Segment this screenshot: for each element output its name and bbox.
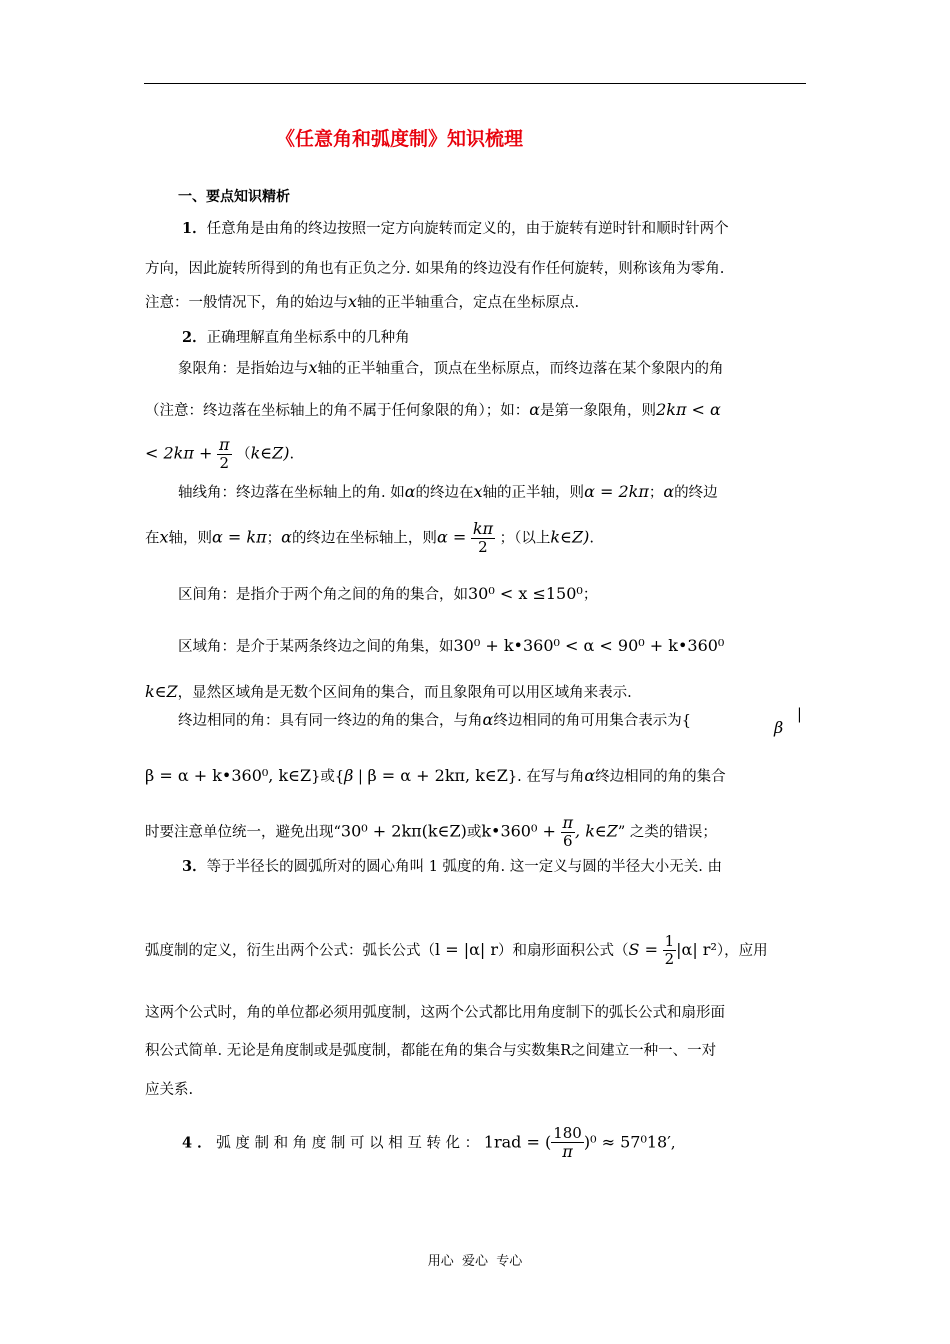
period: . bbox=[589, 530, 594, 547]
math-region: 30⁰ + k•360⁰ < α < 90⁰ + k•360⁰ bbox=[453, 636, 725, 655]
math-k-in-z: k∈Z) bbox=[250, 443, 290, 463]
semicolon: ； bbox=[266, 530, 282, 547]
math-k-in-z: k∈Z) bbox=[550, 527, 590, 547]
set-bar: | bbox=[797, 707, 802, 723]
quadrant-line1 bbox=[178, 360, 724, 377]
fraction-denominator: 2 bbox=[219, 454, 230, 473]
coterminal-or2: 或 bbox=[466, 824, 482, 841]
fraction-pi-over-6 bbox=[561, 814, 576, 851]
quadrant-text1b: 轴的正半轴重合，顶点在坐标原点，而终边落在某个象限内的角 bbox=[317, 361, 724, 377]
p1-line1 bbox=[182, 222, 729, 237]
p2-heading-text: 正确理解直角坐标系中的几种角 bbox=[206, 330, 410, 346]
quadrant-line3 bbox=[145, 436, 294, 473]
math-alpha-eq: α = bbox=[436, 527, 467, 547]
axis-text2e: 的终边在坐标轴上，则 bbox=[291, 530, 437, 547]
p4-text1a: 弧 度 制 和 角 度 制 可 以 相 互 转 化 ： bbox=[216, 1135, 480, 1152]
math-inequality-cont: < 2kπ + bbox=[145, 443, 213, 463]
quadrant-text2b: 是第一象限角，则 bbox=[540, 403, 657, 419]
math-alpha: α bbox=[281, 527, 292, 547]
p4-line1 bbox=[182, 1125, 675, 1162]
fraction-numerator: kπ bbox=[472, 519, 494, 538]
region-line2 bbox=[145, 684, 632, 701]
math-arc-length: l = |α| r bbox=[435, 939, 499, 959]
interval-text: 区间角：是指介于两个角之间的角的集合，如 bbox=[178, 587, 468, 603]
fraction-kpi-over-2 bbox=[471, 520, 495, 557]
math-alpha: α bbox=[584, 766, 596, 785]
math-area-s: S = bbox=[628, 939, 658, 959]
comma: , bbox=[670, 1135, 676, 1152]
math-inequality: 2kπ < α bbox=[656, 400, 721, 419]
region-text2: ，显然区域角是无数个区间角的集合，而且象限角可以用区域角来表示. bbox=[177, 685, 632, 701]
coterminal-text2d: }. 在写与角 bbox=[507, 769, 585, 785]
math-k-in-z: , k∈Z bbox=[575, 821, 618, 841]
fraction-denominator: 2 bbox=[478, 538, 488, 557]
coterminal-text1a: 终边相同的角：具有同一终边的角的集合，与角 bbox=[178, 713, 483, 729]
math-x: x bbox=[308, 358, 318, 377]
p1-line2: 方向，因此旋转所得到的角也有正负之分. 如果角的终边没有作任何旋转，则称该角为零角. bbox=[145, 261, 725, 277]
axis-text1a: 轴线角：终边落在坐标轴上的角. 如 bbox=[178, 485, 405, 501]
math-x: x bbox=[348, 292, 358, 311]
axis-text2g: ；（以上 bbox=[499, 530, 551, 547]
p3-line4: 积公式简单. 无论是角度制或是弧度制，都能在角的集合与实数集R之间建立一种一、一对 bbox=[145, 1043, 717, 1059]
coterminal-line2 bbox=[145, 768, 726, 785]
math-beta: β bbox=[774, 718, 784, 737]
page-footer: 用心 爱心 专心 bbox=[427, 1254, 523, 1269]
math-rad: 1rad = ( bbox=[483, 1132, 552, 1152]
math-x: x bbox=[159, 527, 169, 547]
coterminal-line3 bbox=[145, 814, 717, 851]
section-heading: 一、要点知识精析 bbox=[178, 189, 290, 205]
quadrant-text1a: 象限角：是指始边与 bbox=[178, 361, 309, 377]
region-line1 bbox=[178, 638, 724, 655]
p3-number: 3． bbox=[182, 858, 207, 875]
p2-number: 2． bbox=[182, 329, 207, 346]
math-set-degrees: β = α + k•360⁰, k∈Z bbox=[145, 766, 312, 785]
math-x: x bbox=[473, 482, 483, 501]
paren-open: （ bbox=[236, 446, 251, 463]
period: . bbox=[289, 446, 295, 463]
axis-text2a: 在 bbox=[145, 530, 160, 547]
p1-number: 1． bbox=[182, 220, 207, 237]
math-interval: 30⁰ < x ≤150⁰ bbox=[468, 584, 583, 603]
p2-heading bbox=[182, 331, 410, 346]
set-beta-bar bbox=[774, 720, 783, 737]
fraction-denominator: 2 bbox=[664, 950, 675, 969]
interval-line bbox=[178, 586, 597, 603]
p3-text2c: ）和扇形面积公式（ bbox=[498, 942, 629, 959]
coterminal-text3f: ” 之类的错误； bbox=[617, 824, 717, 841]
p3-text2f: ），应用 bbox=[716, 942, 768, 959]
p3-line2 bbox=[145, 933, 768, 969]
axis-text2b: 轴，则 bbox=[168, 530, 213, 547]
math-beta: β bbox=[344, 766, 354, 785]
math-alpha: α bbox=[529, 400, 541, 419]
fraction-numerator: π bbox=[562, 813, 574, 832]
coterminal-text1b: 终边相同的角可用集合表示为{ bbox=[493, 713, 692, 729]
math-alpha-kpi: α = kπ bbox=[212, 527, 267, 547]
region-text: 区域角：是介于某两条终边之间的角集，如 bbox=[178, 639, 454, 655]
axis-text1b: 的终边在 bbox=[415, 485, 474, 501]
math-alpha: α bbox=[482, 710, 494, 729]
p1-text3a: 注意：一般情况下，角的始边与 bbox=[145, 295, 348, 311]
math-set-radians: β = α + 2kπ, k∈Z bbox=[367, 766, 508, 785]
coterminal-or: }或{ bbox=[311, 769, 345, 785]
math-alpha: α bbox=[663, 482, 675, 501]
axis-text1c: 轴的正半轴，则 bbox=[482, 485, 585, 501]
fraction-numerator: 180 bbox=[553, 1124, 582, 1142]
fraction-denominator: π bbox=[562, 1142, 573, 1162]
fraction-one-half bbox=[663, 933, 677, 969]
semicolon: ； bbox=[648, 485, 664, 501]
quadrant-line2 bbox=[145, 402, 721, 419]
p3-text2a: 弧度制的定义，衍生出两个公式：弧长公式（ bbox=[145, 942, 435, 959]
coterminal-line1 bbox=[178, 712, 691, 729]
semicolon: ； bbox=[582, 587, 598, 603]
p4-number: 4 ． bbox=[182, 1134, 212, 1152]
math-area-rest: |α| r² bbox=[676, 939, 717, 959]
p1-text1: 任意角是由角的终边按照一定方向旋转而定义的，由于旋转有逆时针和顺时针两个 bbox=[206, 221, 729, 237]
p3-line5: 应关系. bbox=[145, 1082, 194, 1098]
math-alpha: α bbox=[404, 482, 416, 501]
math-mixed-units: 30⁰ + 2kπ(k∈Z) bbox=[340, 821, 467, 841]
math-k-in-z: k∈Z bbox=[145, 682, 178, 701]
coterminal-text2e: 终边相同的角的集合 bbox=[595, 769, 726, 785]
math-k360: k•360⁰ + bbox=[481, 821, 556, 841]
p3-text1: 等于半径长的圆弧所对的圆心角叫 1 弧度的角. 这一定义与圆的半径大小无关. 由 bbox=[206, 859, 722, 875]
fraction-pi-over-2 bbox=[217, 436, 232, 473]
p3-line3: 这两个公式时，角的单位都必须用弧度制，这两个公式都比用角度制下的弧长公式和扇形面 bbox=[145, 1005, 725, 1021]
p3-line1 bbox=[182, 860, 722, 875]
page-title: 《任意角和弧度制》知识梳理 bbox=[276, 128, 524, 150]
fraction-180-over-pi bbox=[551, 1125, 584, 1162]
fraction-numerator: π bbox=[218, 435, 230, 454]
header-rule bbox=[144, 83, 806, 84]
quadrant-text2a: （注意：终边落在坐标轴上的角不属于任何象限的角）；如： bbox=[145, 403, 530, 419]
axis-line2 bbox=[145, 520, 594, 557]
math-degree-value: )⁰ ≈ 57⁰18′ bbox=[583, 1132, 671, 1152]
set-bar: | bbox=[357, 769, 363, 785]
axis-line1 bbox=[178, 484, 718, 501]
p1-text3b: 轴的正半轴重合，定点在坐标原点. bbox=[357, 295, 580, 311]
coterminal-text3a: 时要注意单位统一，避免出现“ bbox=[145, 824, 341, 841]
p1-line3 bbox=[145, 294, 579, 311]
math-alpha-2kpi: α = 2kπ bbox=[584, 482, 649, 501]
fraction-numerator: 1 bbox=[664, 932, 675, 950]
fraction-denominator: 6 bbox=[562, 832, 573, 851]
axis-text1f: 的终边 bbox=[674, 485, 718, 501]
